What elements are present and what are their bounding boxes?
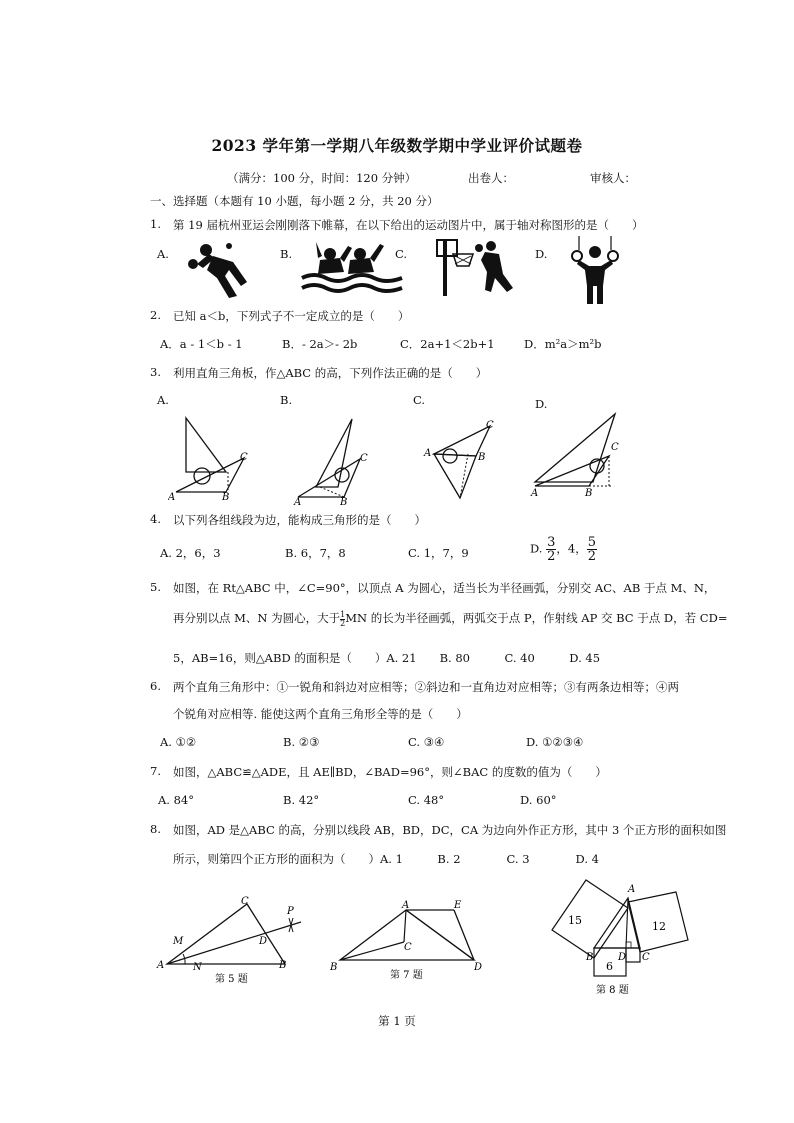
q7-number: 7. bbox=[150, 764, 161, 778]
q6-opt-a: A. ①② bbox=[160, 735, 197, 749]
fig-label: A bbox=[628, 884, 636, 895]
q6-line2: 个锐角对应相等. 能使这两个直角三角形全等的是（ ） bbox=[173, 707, 468, 721]
q3-figure-b bbox=[290, 415, 380, 505]
section-heading: 一、选择题（本题有 10 小题，每小题 2 分，共 20 分） bbox=[150, 194, 439, 208]
q4-opt-d-prefix: D. bbox=[530, 541, 543, 556]
q2-text: 已知 a＜b，下列式子不一定成立的是（ ） bbox=[173, 309, 410, 323]
figure-q7 bbox=[328, 898, 488, 983]
fig-label: B bbox=[340, 497, 348, 505]
fig-label: C bbox=[611, 442, 619, 453]
q2-opt-c: C．2a+1＜2b+1 bbox=[400, 337, 495, 351]
exam-meta: （满分：100 分，时间：120 分钟） bbox=[227, 171, 417, 185]
fig-label: P bbox=[287, 906, 294, 917]
q3-opt-a: A. bbox=[157, 393, 169, 407]
numerator: 1 bbox=[340, 609, 346, 619]
square-area-label: 12 bbox=[652, 920, 666, 933]
q5-line3: 5，AB=16，则△ABD 的面积是（ ）A. 21 B. 80 C. 40 D. 45 bbox=[173, 651, 601, 665]
q3-opt-b: B. bbox=[280, 393, 293, 407]
fig-label: D bbox=[618, 952, 627, 963]
rings-gymnastics-pictogram bbox=[565, 236, 625, 306]
q7-opt-a: A. 84° bbox=[158, 793, 194, 807]
q8-line1: 如图，AD 是△ABC 的高，分别以线段 AB，BD，DC，CA 为边向外作正方形，其中 3 个正方形的面积如图 bbox=[173, 823, 727, 837]
q7-opt-c: C. 48° bbox=[408, 793, 445, 807]
denominator: 2 bbox=[547, 549, 556, 564]
q3-opt-d: D. bbox=[535, 397, 548, 411]
fig-label: C bbox=[486, 420, 494, 431]
figure-q5 bbox=[155, 892, 305, 987]
q4-opt-b: B. 6，7，8 bbox=[285, 546, 346, 560]
fig-label: A bbox=[531, 488, 539, 499]
fig-label: N bbox=[193, 962, 202, 973]
q2-opt-b: B．- 2a＞- 2b bbox=[282, 337, 358, 351]
fig-label: B bbox=[586, 952, 594, 963]
fraction bbox=[587, 536, 597, 563]
q3-figure-a bbox=[168, 410, 256, 502]
q8-number: 8. bbox=[150, 822, 161, 836]
q1-number: 1. bbox=[150, 217, 161, 231]
q1-opt-b: B. bbox=[280, 247, 293, 261]
q4-opt-d bbox=[530, 536, 597, 563]
fig-label: A bbox=[168, 492, 176, 502]
q3-figure-c bbox=[420, 418, 510, 502]
fig-label: B bbox=[330, 962, 338, 973]
fig-label: E bbox=[454, 900, 462, 911]
q1-opt-d: D. bbox=[535, 247, 548, 261]
q7-opt-b: B. 42° bbox=[283, 793, 320, 807]
q7-opt-d: D. 60° bbox=[520, 793, 557, 807]
q6-line1: 两个直角三角形中：①一锐角和斜边对应相等；②斜边和一直角边对应相等；③有两条边相等；④两 bbox=[173, 680, 679, 694]
figure-caption: 第 5 题 bbox=[215, 974, 248, 985]
fig-label: D bbox=[474, 962, 483, 973]
q3-opt-c: C. bbox=[413, 393, 426, 407]
q8-line2: 所示，则第四个正方形的面积为（ ）A. 1 B. 2 C. 3 D. 4 bbox=[173, 852, 599, 866]
page-number: 第 1 页 bbox=[378, 1014, 416, 1028]
numerator: 5 bbox=[587, 535, 597, 550]
fig-label: A bbox=[157, 960, 165, 971]
q5-line1: 如图，在 Rt△ABC 中，∠C=90°，以顶点 A 为圆心，适当长为半径画弧，分别交 AC、AB 于点 M、N， bbox=[173, 581, 716, 595]
q7-text: 如图，△ABC≌△ADE，且 AE∥BD，∠BAD=96°，则∠BAC 的度数的值为（ ） bbox=[173, 765, 607, 779]
q4-opt-c: C. 1，7，9 bbox=[408, 546, 469, 560]
setter-label: 出卷人： bbox=[468, 171, 514, 185]
denominator: 2 bbox=[340, 618, 346, 628]
q3-figure-d bbox=[525, 412, 625, 500]
reviewer-label: 审核人： bbox=[590, 171, 636, 185]
basketball-pictogram bbox=[433, 236, 523, 298]
fig-label: C bbox=[404, 942, 412, 953]
numerator: 3 bbox=[547, 535, 556, 550]
q3-number: 3. bbox=[150, 365, 161, 379]
fig-label: C bbox=[642, 952, 650, 963]
q1-opt-a: A. bbox=[157, 247, 169, 261]
q5-line2 bbox=[173, 610, 727, 628]
q2-number: 2. bbox=[150, 308, 161, 322]
square-area-label: 15 bbox=[568, 914, 582, 927]
q4-opt-a: A. 2，6，3 bbox=[160, 546, 221, 560]
figure-q8 bbox=[548, 876, 698, 1001]
fig-label: B bbox=[279, 960, 287, 971]
q5-line2-a: 再分别以点 M、N 为圆心，大于 bbox=[173, 611, 341, 625]
q4-opt-d-mid: ，4， bbox=[556, 541, 587, 556]
q6-number: 6. bbox=[150, 679, 161, 693]
fig-label: A bbox=[402, 900, 410, 911]
fig-label: B bbox=[585, 488, 593, 499]
fig-label: A bbox=[424, 448, 432, 459]
synchronized-swimming-pictogram bbox=[298, 240, 410, 296]
q6-opt-b: B. ②③ bbox=[283, 735, 320, 749]
fig-label: B bbox=[222, 492, 230, 502]
fig-label: A bbox=[294, 497, 302, 505]
figure-caption: 第 8 题 bbox=[596, 985, 629, 996]
table-tennis-pictogram bbox=[185, 240, 265, 300]
q4-text: 以下列各组线段为边，能构成三角形的是（ ） bbox=[173, 513, 426, 527]
q1-text: 第 19 届杭州亚运会刚刚落下帷幕，在以下给出的运动图片中，属于轴对称图形的是（ ） bbox=[173, 218, 644, 232]
q1-opt-c: C. bbox=[395, 247, 408, 261]
fig-label: C bbox=[240, 452, 248, 463]
denominator: 2 bbox=[587, 549, 597, 564]
q5-number: 5. bbox=[150, 580, 161, 594]
fraction bbox=[546, 536, 556, 563]
page-title: 2023 学年第一学期八年级数学期中学业评价试题卷 bbox=[211, 136, 583, 155]
q3-text: 利用直角三角板，作△ABC 的高，下列作法正确的是（ ） bbox=[173, 366, 488, 380]
q6-opt-d: D. ①②③④ bbox=[526, 735, 584, 749]
q6-opt-c: C. ③④ bbox=[408, 735, 445, 749]
fig-label: B bbox=[478, 452, 486, 463]
fig-label: C bbox=[360, 453, 368, 464]
q2-opt-d: D．m²a＞m²b bbox=[524, 337, 602, 351]
fig-label: M bbox=[173, 936, 184, 947]
fig-label: C bbox=[241, 896, 249, 907]
fig-label: D bbox=[259, 936, 268, 947]
figure-caption: 第 7 题 bbox=[390, 970, 423, 981]
q4-number: 4. bbox=[150, 512, 161, 526]
q2-opt-a: A．a - 1＜b - 1 bbox=[160, 337, 243, 351]
square-area-label: 6 bbox=[606, 960, 613, 973]
q5-line2-b: MN 的长为半径画弧，两弧交于点 P，作射线 AP 交 BC 于点 D，若 CD= bbox=[345, 611, 728, 625]
